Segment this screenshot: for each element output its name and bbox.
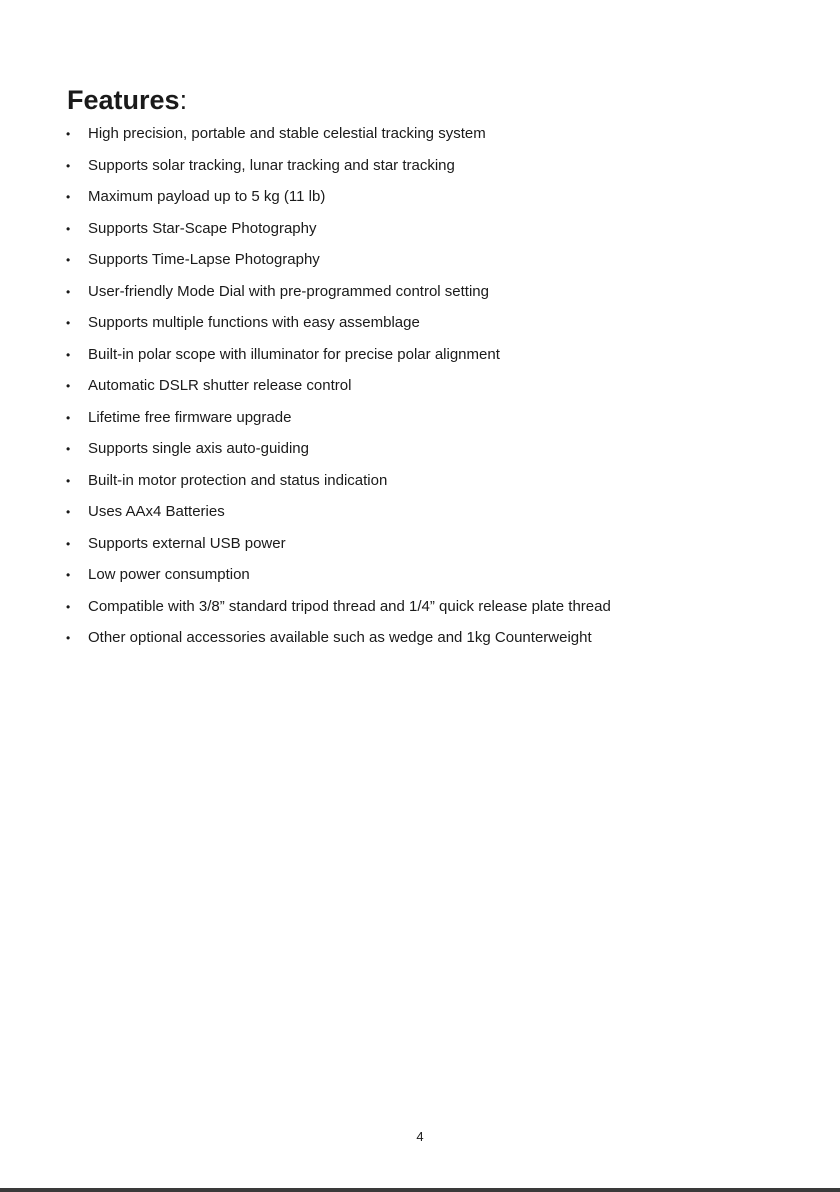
bullet: •	[66, 473, 71, 488]
feature-text: Compatible with 3/8” standard tripod thread and 1/4” quick release plate thread	[88, 597, 611, 615]
list-item	[66, 376, 611, 408]
list-item	[66, 408, 611, 440]
bullet: •	[66, 316, 71, 330]
feature-text: Built-in motor protection and status indication	[88, 471, 388, 489]
feature-text: Built-in polar scope with illuminator for precise polar alignment	[88, 345, 500, 363]
bullet: •	[66, 442, 71, 456]
feature-text: Supports external USB power	[88, 534, 286, 552]
feature-text: Supports multiple functions with easy assemblage	[88, 314, 420, 331]
list-item	[66, 439, 611, 471]
feature-text: Uses AAx4 Batteries	[88, 503, 225, 520]
list-item	[66, 124, 611, 156]
page-number: 4	[416, 1129, 424, 1144]
bullet: •	[66, 536, 71, 551]
list-item	[66, 565, 611, 597]
page-bottom-rule	[0, 1188, 840, 1192]
feature-text: Lifetime free firmware upgrade	[88, 408, 292, 426]
list-item	[66, 313, 611, 345]
list-item	[66, 156, 611, 188]
list-item	[66, 187, 611, 219]
bullet: •	[66, 631, 71, 645]
list-item	[66, 534, 611, 566]
page-title-text: Features	[67, 85, 180, 115]
feature-text: Other optional accessories available such as wedge and 1kg Counterweight	[88, 629, 592, 646]
bullet: •	[66, 379, 71, 393]
feature-list	[66, 124, 611, 660]
feature-text: Low power consumption	[88, 566, 250, 583]
list-item	[66, 597, 611, 629]
bullet: •	[66, 410, 71, 425]
feature-text: User-friendly Mode Dial with pre-programmed control setting	[88, 282, 489, 300]
feature-text: Automatic DSLR shutter release control	[88, 377, 352, 394]
list-item	[66, 250, 611, 282]
bullet: •	[66, 221, 71, 236]
list-item	[66, 219, 611, 251]
list-item	[66, 345, 611, 377]
bullet: •	[66, 127, 71, 141]
bullet: •	[66, 284, 71, 299]
bullet: •	[66, 158, 71, 173]
feature-text: Supports solar tracking, lunar tracking and star tracking	[88, 156, 455, 174]
bullet: •	[66, 190, 71, 204]
list-item	[66, 502, 611, 534]
feature-text: High precision, portable and stable celestial tracking system	[88, 125, 486, 142]
list-item	[66, 282, 611, 314]
bullet: •	[66, 599, 71, 614]
page-title	[67, 82, 187, 118]
list-item	[66, 471, 611, 503]
bullet: •	[66, 253, 71, 267]
page-title-colon: :	[179, 85, 188, 115]
bullet: •	[66, 347, 71, 362]
bullet: •	[66, 505, 71, 519]
feature-text: Supports Time-Lapse Photography	[88, 251, 320, 268]
feature-text: Supports single axis auto-guiding	[88, 440, 309, 457]
bullet: •	[66, 568, 71, 582]
list-item	[66, 628, 611, 660]
feature-text: Maximum payload up to 5 kg (11 lb)	[88, 188, 326, 205]
feature-text: Supports Star-Scape Photography	[88, 219, 317, 237]
